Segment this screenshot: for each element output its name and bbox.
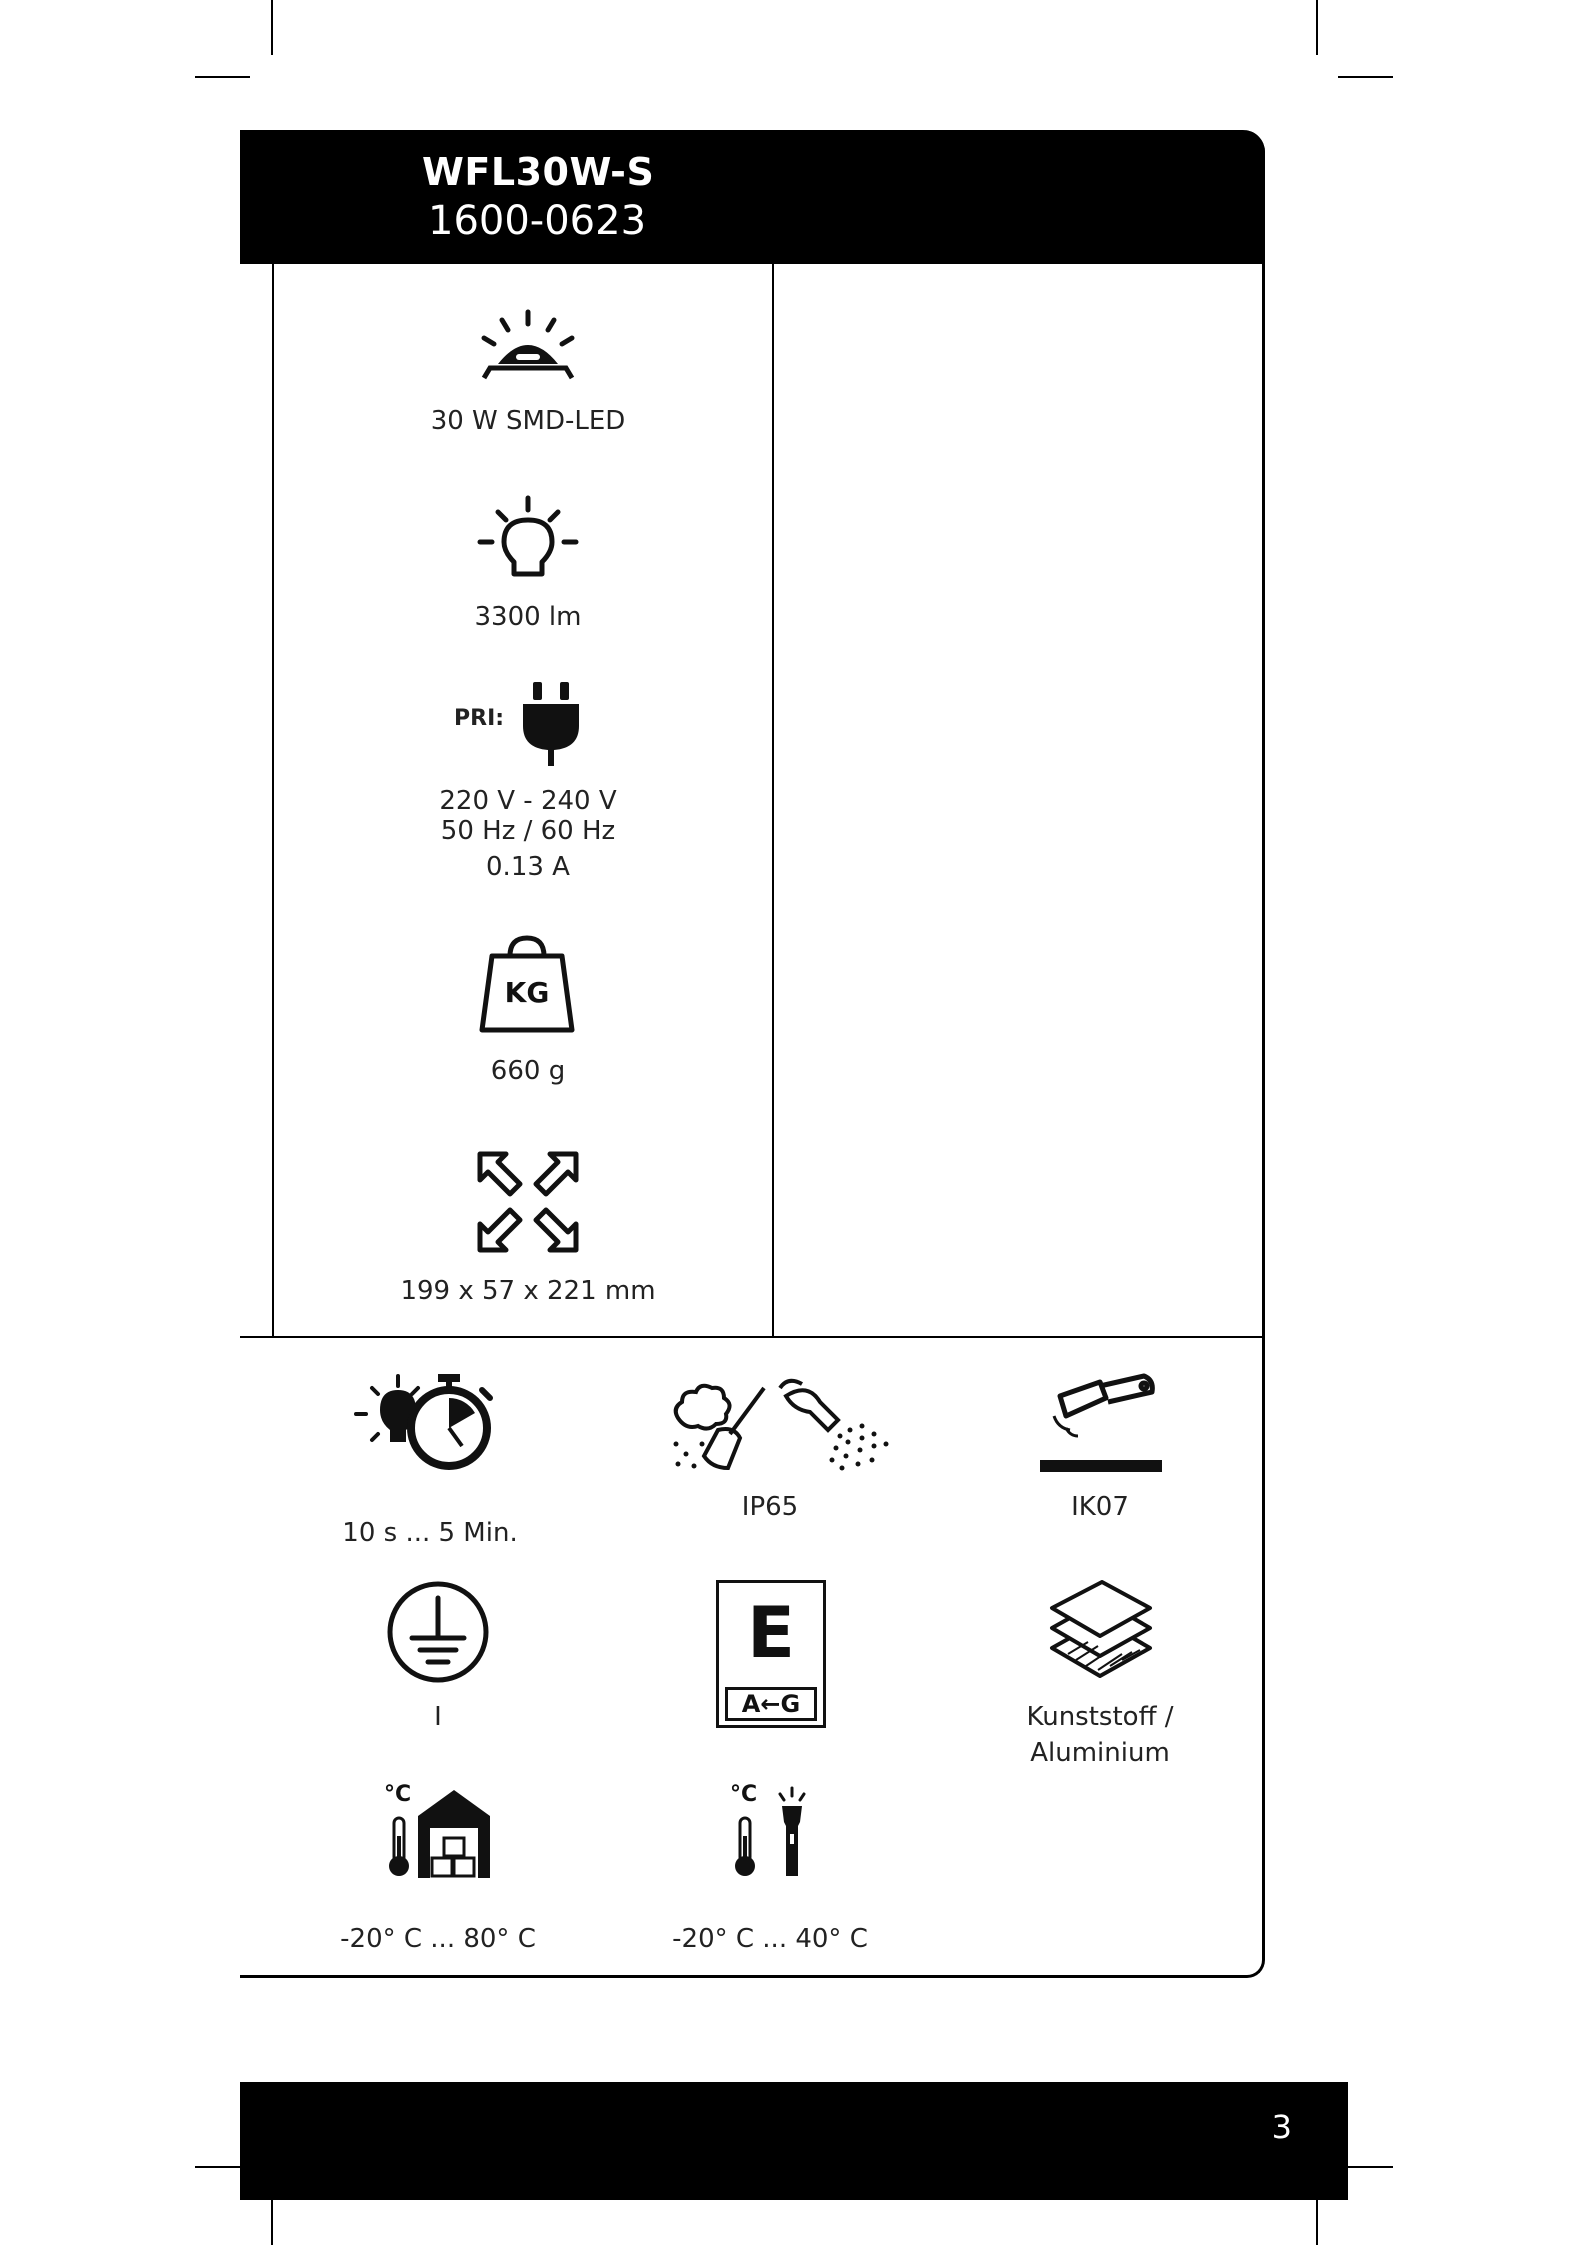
frequency-label: 50 Hz / 60 Hz: [440, 816, 616, 846]
ip-rating-label: IP65: [741, 1492, 799, 1522]
energy-class-letter: E: [747, 1592, 795, 1674]
page-footer: [240, 2082, 1348, 2200]
impact-rating-icon: [1040, 1372, 1164, 1476]
material-label-line1: Kunststoff /: [1026, 1702, 1174, 1732]
page-number: 3: [1271, 2108, 1292, 2146]
ip-rating-icon: [668, 1372, 890, 1476]
bulb-icon: [476, 494, 580, 584]
article-number: 1600-0623: [428, 198, 647, 244]
operating-temperature-icon: [730, 1782, 822, 1880]
column-divider: [272, 264, 274, 1337]
energy-label-icon: [716, 1580, 826, 1728]
operating-temp-unit: °C: [730, 1782, 758, 1807]
dimensions-label: 199 x 57 x 221 mm: [400, 1276, 656, 1306]
luminous-flux-label: 3300 lm: [474, 602, 582, 632]
voltage-label: 220 V - 240 V: [439, 786, 617, 816]
dimensions-icon: [476, 1150, 580, 1254]
current-label: 0.13 A: [486, 852, 570, 882]
spec-header: [240, 130, 1265, 264]
section-divider: [240, 1336, 1264, 1338]
crop-mark: [1316, 0, 1318, 55]
energy-scale-text: A←G: [741, 1690, 801, 1718]
timer-label: 10 s ... 5 Min.: [342, 1518, 518, 1548]
material-icon: [1048, 1580, 1154, 1684]
operating-temperature-label: -20° C ... 40° C: [672, 1924, 868, 1954]
weight-label: 660 g: [490, 1056, 566, 1086]
timer-icon: [352, 1370, 512, 1472]
model-name: WFL30W-S: [422, 150, 655, 194]
protection-class-icon: [386, 1580, 490, 1684]
protection-class-label: I: [434, 1702, 442, 1732]
column-divider: [772, 264, 774, 1337]
plug-icon: [520, 680, 582, 770]
energy-scale-box: [725, 1687, 817, 1721]
impact-rating-label: IK07: [1071, 1492, 1129, 1522]
led-lamp-icon: [476, 308, 580, 384]
led-power-label: 30 W SMD-LED: [430, 406, 626, 436]
primary-prefix: PRI:: [454, 706, 505, 731]
weight-icon: [478, 930, 576, 1036]
storage-temperature-icon: [384, 1782, 496, 1880]
crop-mark: [271, 0, 273, 55]
storage-temperature-label: -20° C ... 80° C: [340, 1924, 536, 1954]
crop-mark: [1338, 76, 1393, 78]
storage-temp-unit: °C: [384, 1782, 412, 1807]
material-label-line2: Aluminium: [1030, 1738, 1170, 1768]
weight-icon-text: KG: [504, 976, 550, 1009]
crop-mark: [195, 76, 250, 78]
